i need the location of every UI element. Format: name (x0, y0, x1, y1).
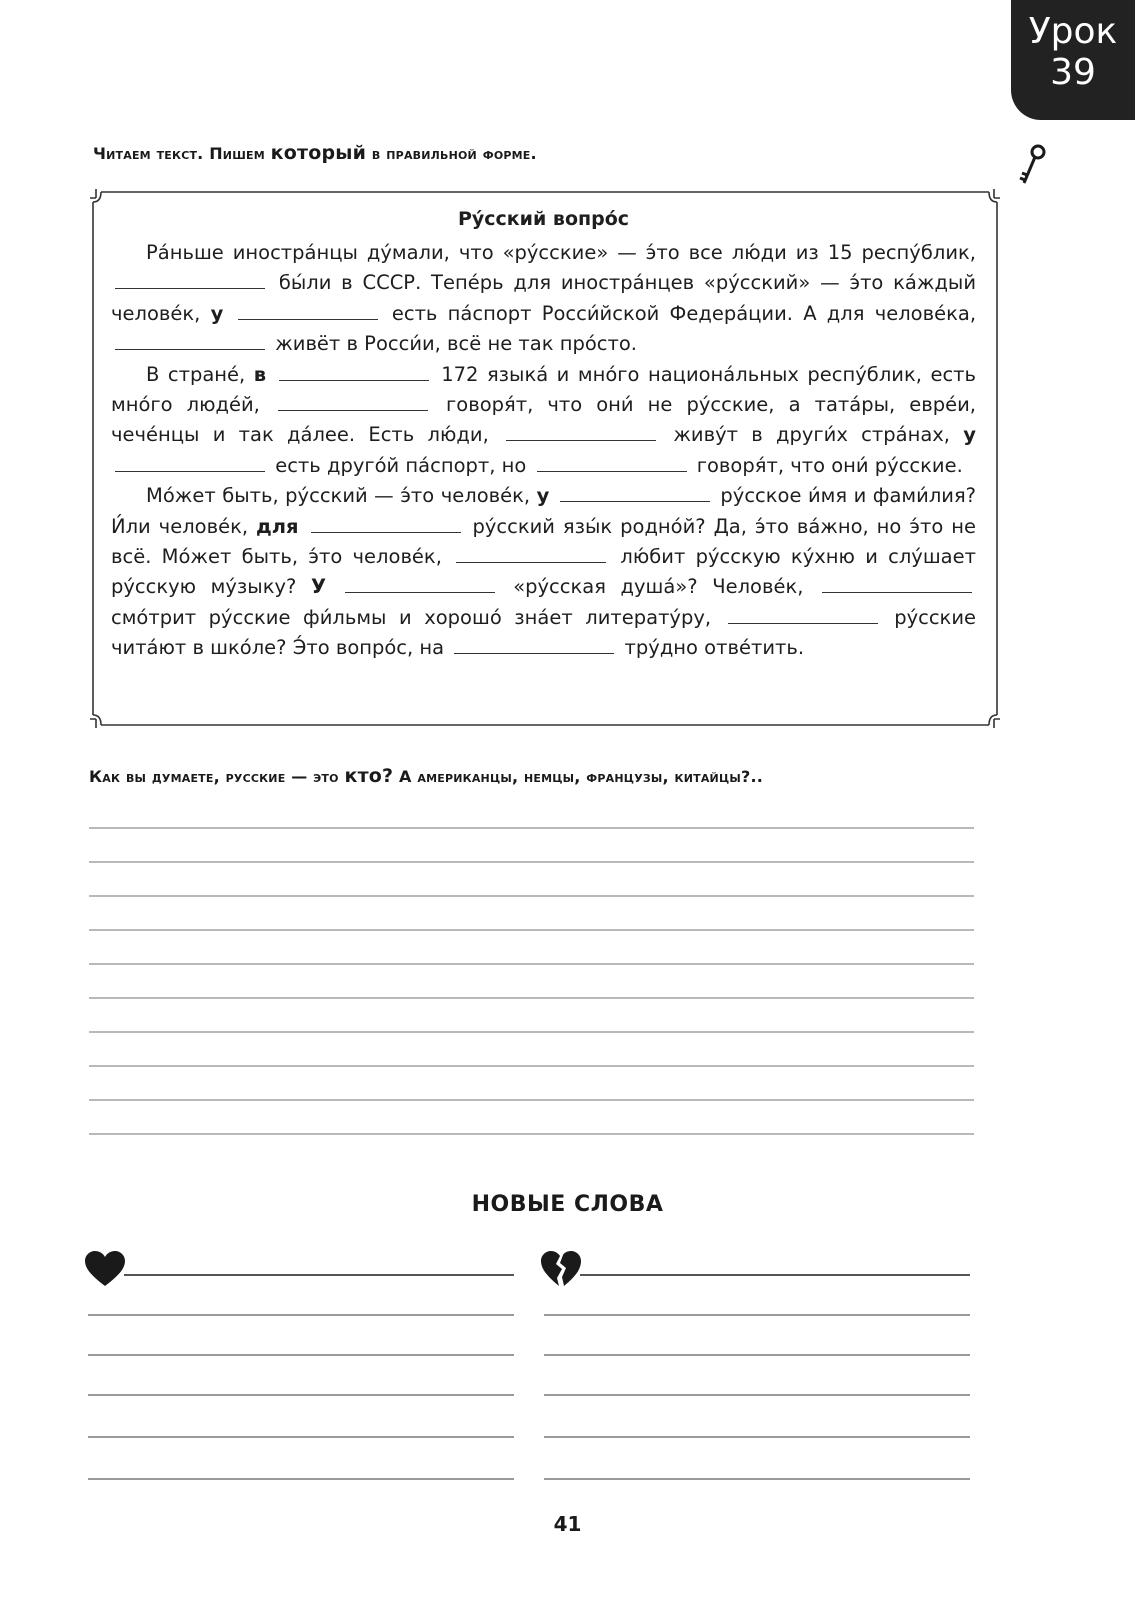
p1-s1: Ра́ньше иностра́нцы ду́мали, что «ру́сские» — э́то все лю́ди из 15 респу́блик, (146, 241, 976, 264)
p3-u: у (536, 484, 550, 508)
instruction-2-kto: кто? (344, 765, 394, 787)
blank-12[interactable] (345, 576, 495, 593)
word-line[interactable] (544, 1314, 970, 1316)
answer-line[interactable] (89, 1065, 974, 1067)
p2-s5: есть друго́й па́спорт, но (275, 453, 527, 477)
paragraph-1 (111, 238, 976, 360)
p2-s2: 172 языка́ и мно́го национа́льных респу́блик, есть мно́го люде́й, (111, 362, 977, 417)
blank-8[interactable] (537, 455, 687, 472)
p3-s5: «ру́сская душа́»? Челове́к, (513, 575, 804, 599)
broken-heart-icon (540, 1250, 582, 1288)
new-words-title: НОВЫЕ СЛОВА (471, 1192, 664, 1217)
word-line[interactable] (544, 1478, 970, 1480)
lesson-tab (1011, 0, 1135, 120)
word-line[interactable] (124, 1274, 514, 1276)
instruction-1-part1: Читаем текст. Пишем (93, 144, 271, 163)
text-title: Ру́сский вопро́с (457, 208, 630, 230)
p3-s4: лю́бит ру́сскую ку́хню и слу́шает ру́сскую му́зыку? (111, 545, 976, 599)
blank-10[interactable] (311, 516, 461, 533)
p3-s6: смо́трит ру́сские фи́льмы и хорошо́ зна́ет литерату́ру, (111, 605, 712, 629)
blank-5[interactable] (278, 394, 428, 411)
instruction-2-part1: Как вы думаете, русские — это (89, 767, 345, 786)
answer-line[interactable] (89, 895, 974, 897)
answer-line[interactable] (89, 827, 974, 829)
lesson-number: 39 (1050, 52, 1096, 93)
blank-1[interactable] (115, 272, 265, 289)
p3-dlya: для (256, 514, 299, 538)
p1-s3: есть па́спорт Росси́йской Федера́ции. А для челове́ка, (391, 301, 977, 325)
page-number: 41 (553, 1512, 582, 1536)
blank-6[interactable] (506, 424, 656, 441)
answer-line[interactable] (89, 1133, 974, 1135)
word-line[interactable] (88, 1354, 514, 1356)
blank-15[interactable] (454, 637, 614, 654)
answer-line[interactable] (89, 929, 974, 931)
blank-9[interactable] (560, 485, 710, 502)
blank-13[interactable] (822, 576, 972, 593)
word-line[interactable] (88, 1478, 514, 1480)
instruction-2 (89, 765, 763, 787)
blank-11[interactable] (456, 546, 606, 563)
reading-text (111, 204, 976, 664)
word-line[interactable] (88, 1436, 514, 1438)
p2-u: у (963, 423, 977, 447)
instruction-1-part2: в правильной форме. (366, 144, 537, 163)
lesson-word: Урок (1028, 11, 1118, 52)
p3-s2: ру́сское и́мя и фами́лия? И́ли челове́к, (111, 484, 977, 538)
word-line[interactable] (88, 1394, 514, 1396)
instruction-1 (93, 142, 537, 164)
instruction-2-part2: А американцы, немцы, французы, китайцы?.. (393, 767, 764, 786)
p1-s2: бы́ли в СССР. Тепе́рь для иностра́нцев «ру́сский» — э́то ка́ждый челове́к, (111, 271, 976, 325)
answer-line[interactable] (89, 1099, 974, 1101)
answer-line[interactable] (89, 997, 974, 999)
key-icon (1016, 143, 1048, 187)
p3-s3: ру́сский язы́к родно́й? Да, э́то ва́жно, но э́то не всё. Мо́жет быть, э́то челове́к, (111, 514, 976, 569)
blank-2[interactable] (238, 303, 378, 320)
word-line[interactable] (544, 1354, 970, 1356)
answer-lines[interactable] (89, 827, 974, 1167)
answer-line[interactable] (89, 963, 974, 965)
p1-s4: живёт в Росси́и, всё не так про́сто. (275, 332, 637, 356)
heart-icon (84, 1250, 126, 1288)
blank-7[interactable] (115, 455, 265, 472)
p1-u: у (210, 301, 224, 325)
paragraph-3 (111, 481, 976, 663)
answer-line[interactable] (89, 1031, 974, 1033)
p2-s1: В стране́, (146, 362, 246, 386)
p3-U: У (310, 575, 327, 599)
word-line[interactable] (580, 1274, 970, 1276)
blank-14[interactable] (728, 607, 878, 624)
p3-s7: ру́сские чита́ют в шко́ле? Э́то вопро́с, на (111, 605, 976, 660)
p2-v: в (253, 362, 267, 386)
p2-s4: живу́т в други́х стра́нах, (673, 423, 951, 447)
word-line[interactable] (544, 1394, 970, 1396)
answer-line[interactable] (89, 861, 974, 863)
p3-s1: Мо́жет быть, ру́сский — э́то челове́к, (146, 484, 531, 508)
paragraph-2 (111, 360, 976, 482)
instruction-1-keyword: который (270, 142, 367, 164)
p2-s3: говоря́т, что они́ не ру́сские, а тата́ры, евре́и, чече́нцы и так да́лее. Есть лю́ди, (111, 393, 976, 447)
blank-3[interactable] (115, 333, 265, 350)
word-line[interactable] (88, 1314, 514, 1316)
p2-s6: говоря́т, что они́ ру́сские. (696, 453, 963, 477)
p3-s8: тру́дно отве́тить. (624, 636, 805, 660)
word-line[interactable] (544, 1436, 970, 1438)
blank-4[interactable] (279, 364, 429, 381)
